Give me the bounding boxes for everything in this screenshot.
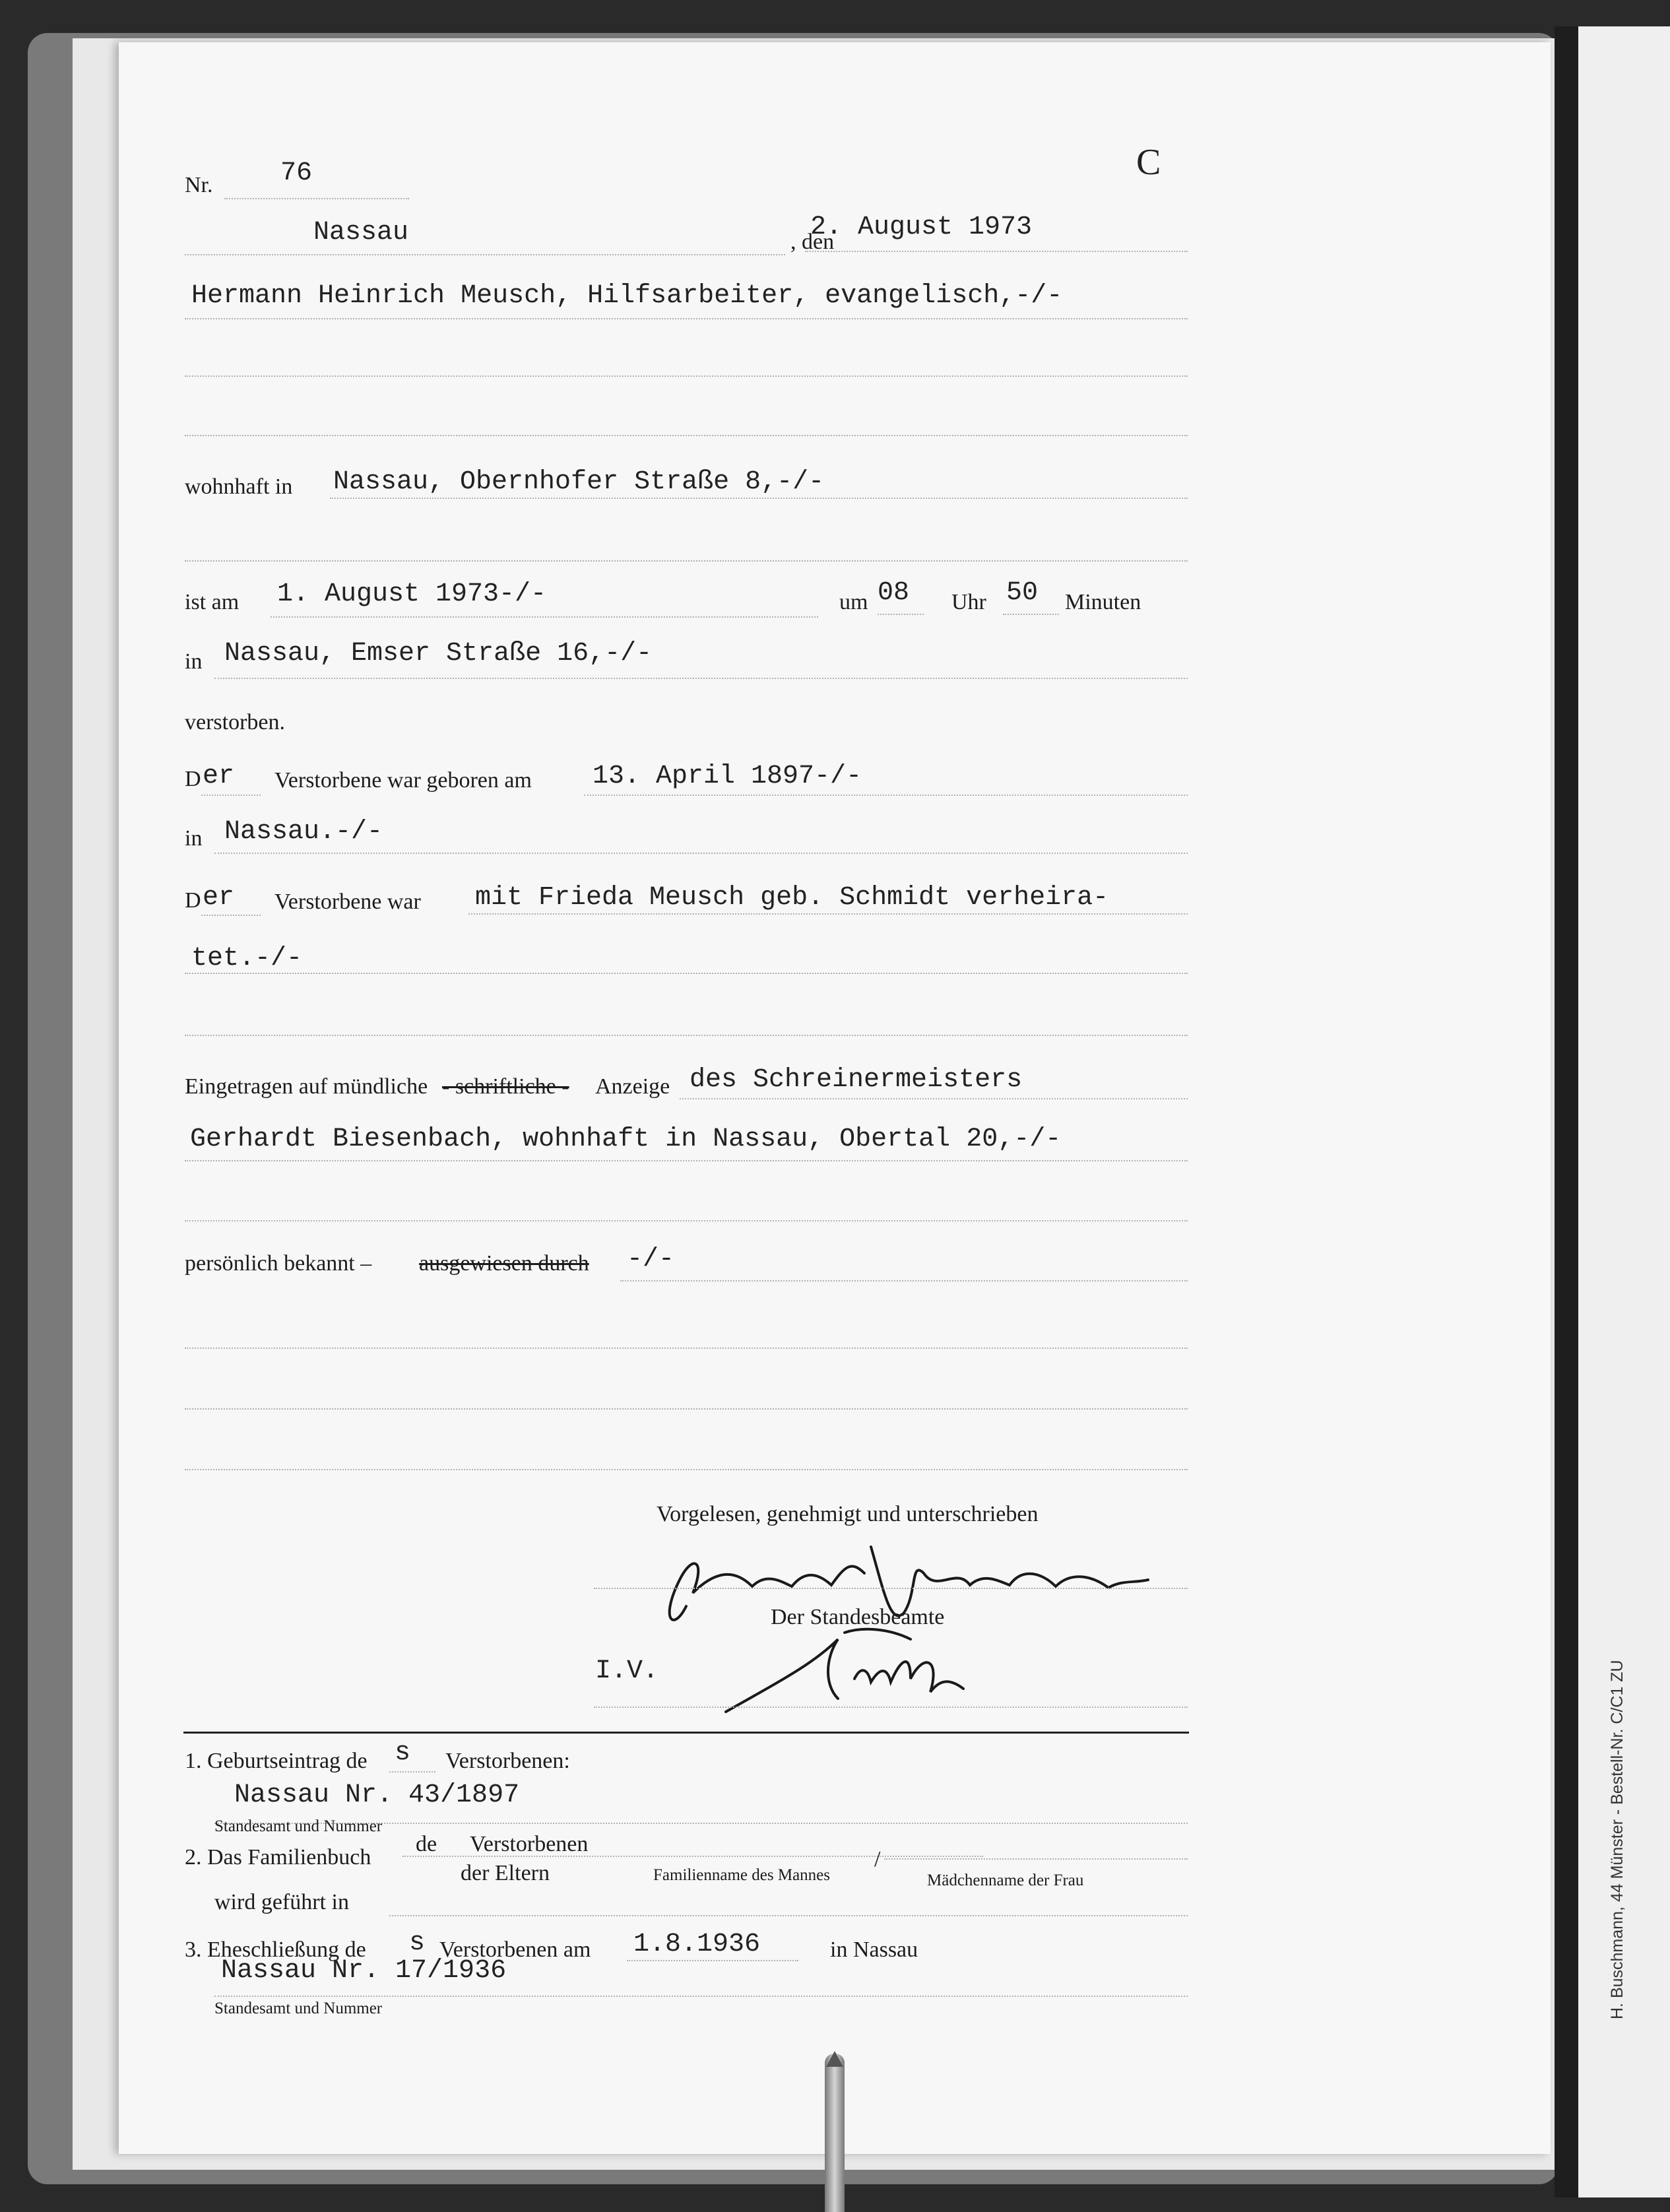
minuten-label: Minuten (1065, 590, 1141, 614)
vorgelesen-text: Vorgelesen, genehmigt und unterschrieben (657, 1502, 1039, 1526)
um-label: um (839, 590, 868, 614)
schriftliche-struck: - schriftliche - (442, 1074, 569, 1099)
residence-line (330, 498, 1188, 499)
blank-line-1 (185, 375, 1188, 377)
standesbeamte-label: Der Standesbeamte (771, 1605, 945, 1629)
birth-place: Nassau.-/- (224, 817, 383, 847)
in-label: in (185, 649, 203, 674)
nr-line (224, 198, 409, 199)
der-line-2 (201, 915, 261, 916)
n2-de: de (416, 1832, 437, 1856)
blank-line-7 (185, 1408, 1188, 1410)
bekannt-line (620, 1280, 1188, 1282)
nr-value: 76 (280, 158, 313, 188)
register-place: Nassau (313, 218, 409, 247)
death-date-line (271, 616, 818, 618)
n3-in: in Nassau (830, 1937, 918, 1962)
informant-signature-line (594, 1588, 1188, 1589)
residence: Nassau, Obernhofer Straße 8,-/- (333, 467, 825, 497)
verstorben-label: verstorben. (185, 710, 286, 734)
der-fill-2: er (203, 883, 235, 913)
minute-line (1003, 614, 1059, 615)
wohnhaft-label: wohnhaft in (185, 474, 293, 499)
n2-wird-line (389, 1915, 1188, 1916)
der-line-1 (201, 795, 261, 796)
geboren-label: Verstorbene war geboren am (274, 768, 532, 793)
blank-line-5 (185, 1220, 1188, 1221)
death-hour: 08 (878, 578, 910, 608)
n2-maiden-line (884, 1858, 1188, 1860)
n2-verstorbenen: Verstorbenen (470, 1832, 589, 1856)
den-label: , den (790, 230, 835, 254)
register-date: 2. August 1973 (810, 212, 1033, 242)
n1-caption: Standesamt und Nummer (214, 1817, 383, 1835)
book-gutter (1555, 26, 1578, 2197)
married-rule-1 (468, 913, 1188, 915)
birth-date-line (584, 795, 1188, 796)
n2-maedchenname: Mädchenname der Frau (927, 1871, 1084, 1889)
blank-line-2 (185, 435, 1188, 436)
place-line (185, 254, 785, 255)
form-letter: C (1136, 142, 1161, 183)
informant-line-1: des Schreinermeisters (690, 1065, 1023, 1095)
n1-fill: s (395, 1738, 411, 1768)
ausgewiesen-struck: ausgewiesen durch (419, 1251, 589, 1276)
birth-place-line (214, 853, 1188, 854)
registrar-signature-line (594, 1707, 1188, 1708)
n3-date-line (627, 1960, 798, 1961)
death-register-page (119, 42, 1551, 2154)
blank-line-4 (185, 1035, 1188, 1036)
n1-value: Nassau Nr. 43/1897 (234, 1780, 520, 1810)
n2-label: 2. Das Familienbuch (185, 1845, 371, 1870)
n3-label: 3. Eheschließung de (185, 1937, 366, 1962)
der-prefix-1: D (185, 767, 201, 791)
death-place-line (214, 678, 1188, 679)
birth-date: 13. April 1897-/- (593, 762, 862, 791)
n3-fill: s (409, 1928, 426, 1958)
pen (825, 2054, 845, 2212)
anzeige-label: Anzeige (595, 1074, 670, 1099)
pen-tip (826, 2051, 843, 2067)
nr-label: Nr. (185, 173, 213, 197)
deceased-line (185, 318, 1188, 319)
married-line-2: tet.-/- (191, 944, 303, 973)
deceased-name: Hermann Heinrich Meusch, Hilfsarbeiter, evangelisch,-/- (191, 281, 1063, 311)
registrar-signature (713, 1613, 990, 1725)
married-line-1: mit Frieda Meusch geb. Schmidt verheira- (475, 883, 1109, 913)
iv-label: I.V. (595, 1656, 659, 1686)
bekannt-label: persönlich bekannt – (185, 1251, 372, 1276)
death-place: Nassau, Emser Straße 16,-/- (224, 639, 653, 668)
ist-am-label: ist am (185, 590, 240, 614)
n3-line (214, 1996, 1188, 1997)
n1-fill-line (389, 1771, 435, 1773)
uhr-label: Uhr (951, 590, 986, 614)
death-date: 1. August 1973-/- (277, 579, 547, 609)
publisher-imprint: H. Buschmann, 44 Münster - Bestell-Nr. C/C1 ZU (1608, 1660, 1626, 2019)
eingetragen-label: Eingetragen auf mündliche (185, 1074, 428, 1099)
n3-caption: Standesamt und Nummer (214, 2000, 383, 2017)
blank-line-8 (185, 1469, 1188, 1470)
informant-rule-2 (185, 1160, 1188, 1161)
death-minute: 50 (1006, 578, 1039, 608)
n2-slash: / (874, 1847, 881, 1871)
date-line (805, 251, 1188, 252)
n1-label-2: Verstorbenen: (445, 1749, 570, 1773)
informant-rule-1 (680, 1098, 1188, 1099)
der-prefix-2: D (185, 888, 201, 913)
n2-eltern: der Eltern (461, 1861, 550, 1885)
married-rule-2 (185, 973, 1188, 974)
section-divider (183, 1732, 1189, 1734)
bekannt-fill: -/- (627, 1245, 675, 1274)
der-fill-1: er (203, 762, 235, 791)
n3-label-2: Verstorbenen am (439, 1937, 591, 1962)
verstorbene-war-label: Verstorbene war (274, 890, 421, 914)
n3-value: Nassau Nr. 17/1936 (221, 1956, 507, 1986)
n1-label: 1. Geburtseintrag de (185, 1749, 368, 1773)
informant-line-2: Gerhardt Biesenbach, wohnhaft in Nassau, Obertal 20,-/- (190, 1124, 1062, 1154)
blank-line-6 (185, 1348, 1188, 1349)
n2-wird: wird geführt in (214, 1890, 349, 1914)
n2-upper-line (402, 1856, 983, 1857)
blank-line-3 (185, 560, 1188, 562)
n2-familienname: Familienname des Mannes (653, 1866, 830, 1884)
hour-line (878, 614, 924, 615)
n3-date: 1.8.1936 (633, 1930, 761, 1959)
in-label-2: in (185, 826, 203, 851)
